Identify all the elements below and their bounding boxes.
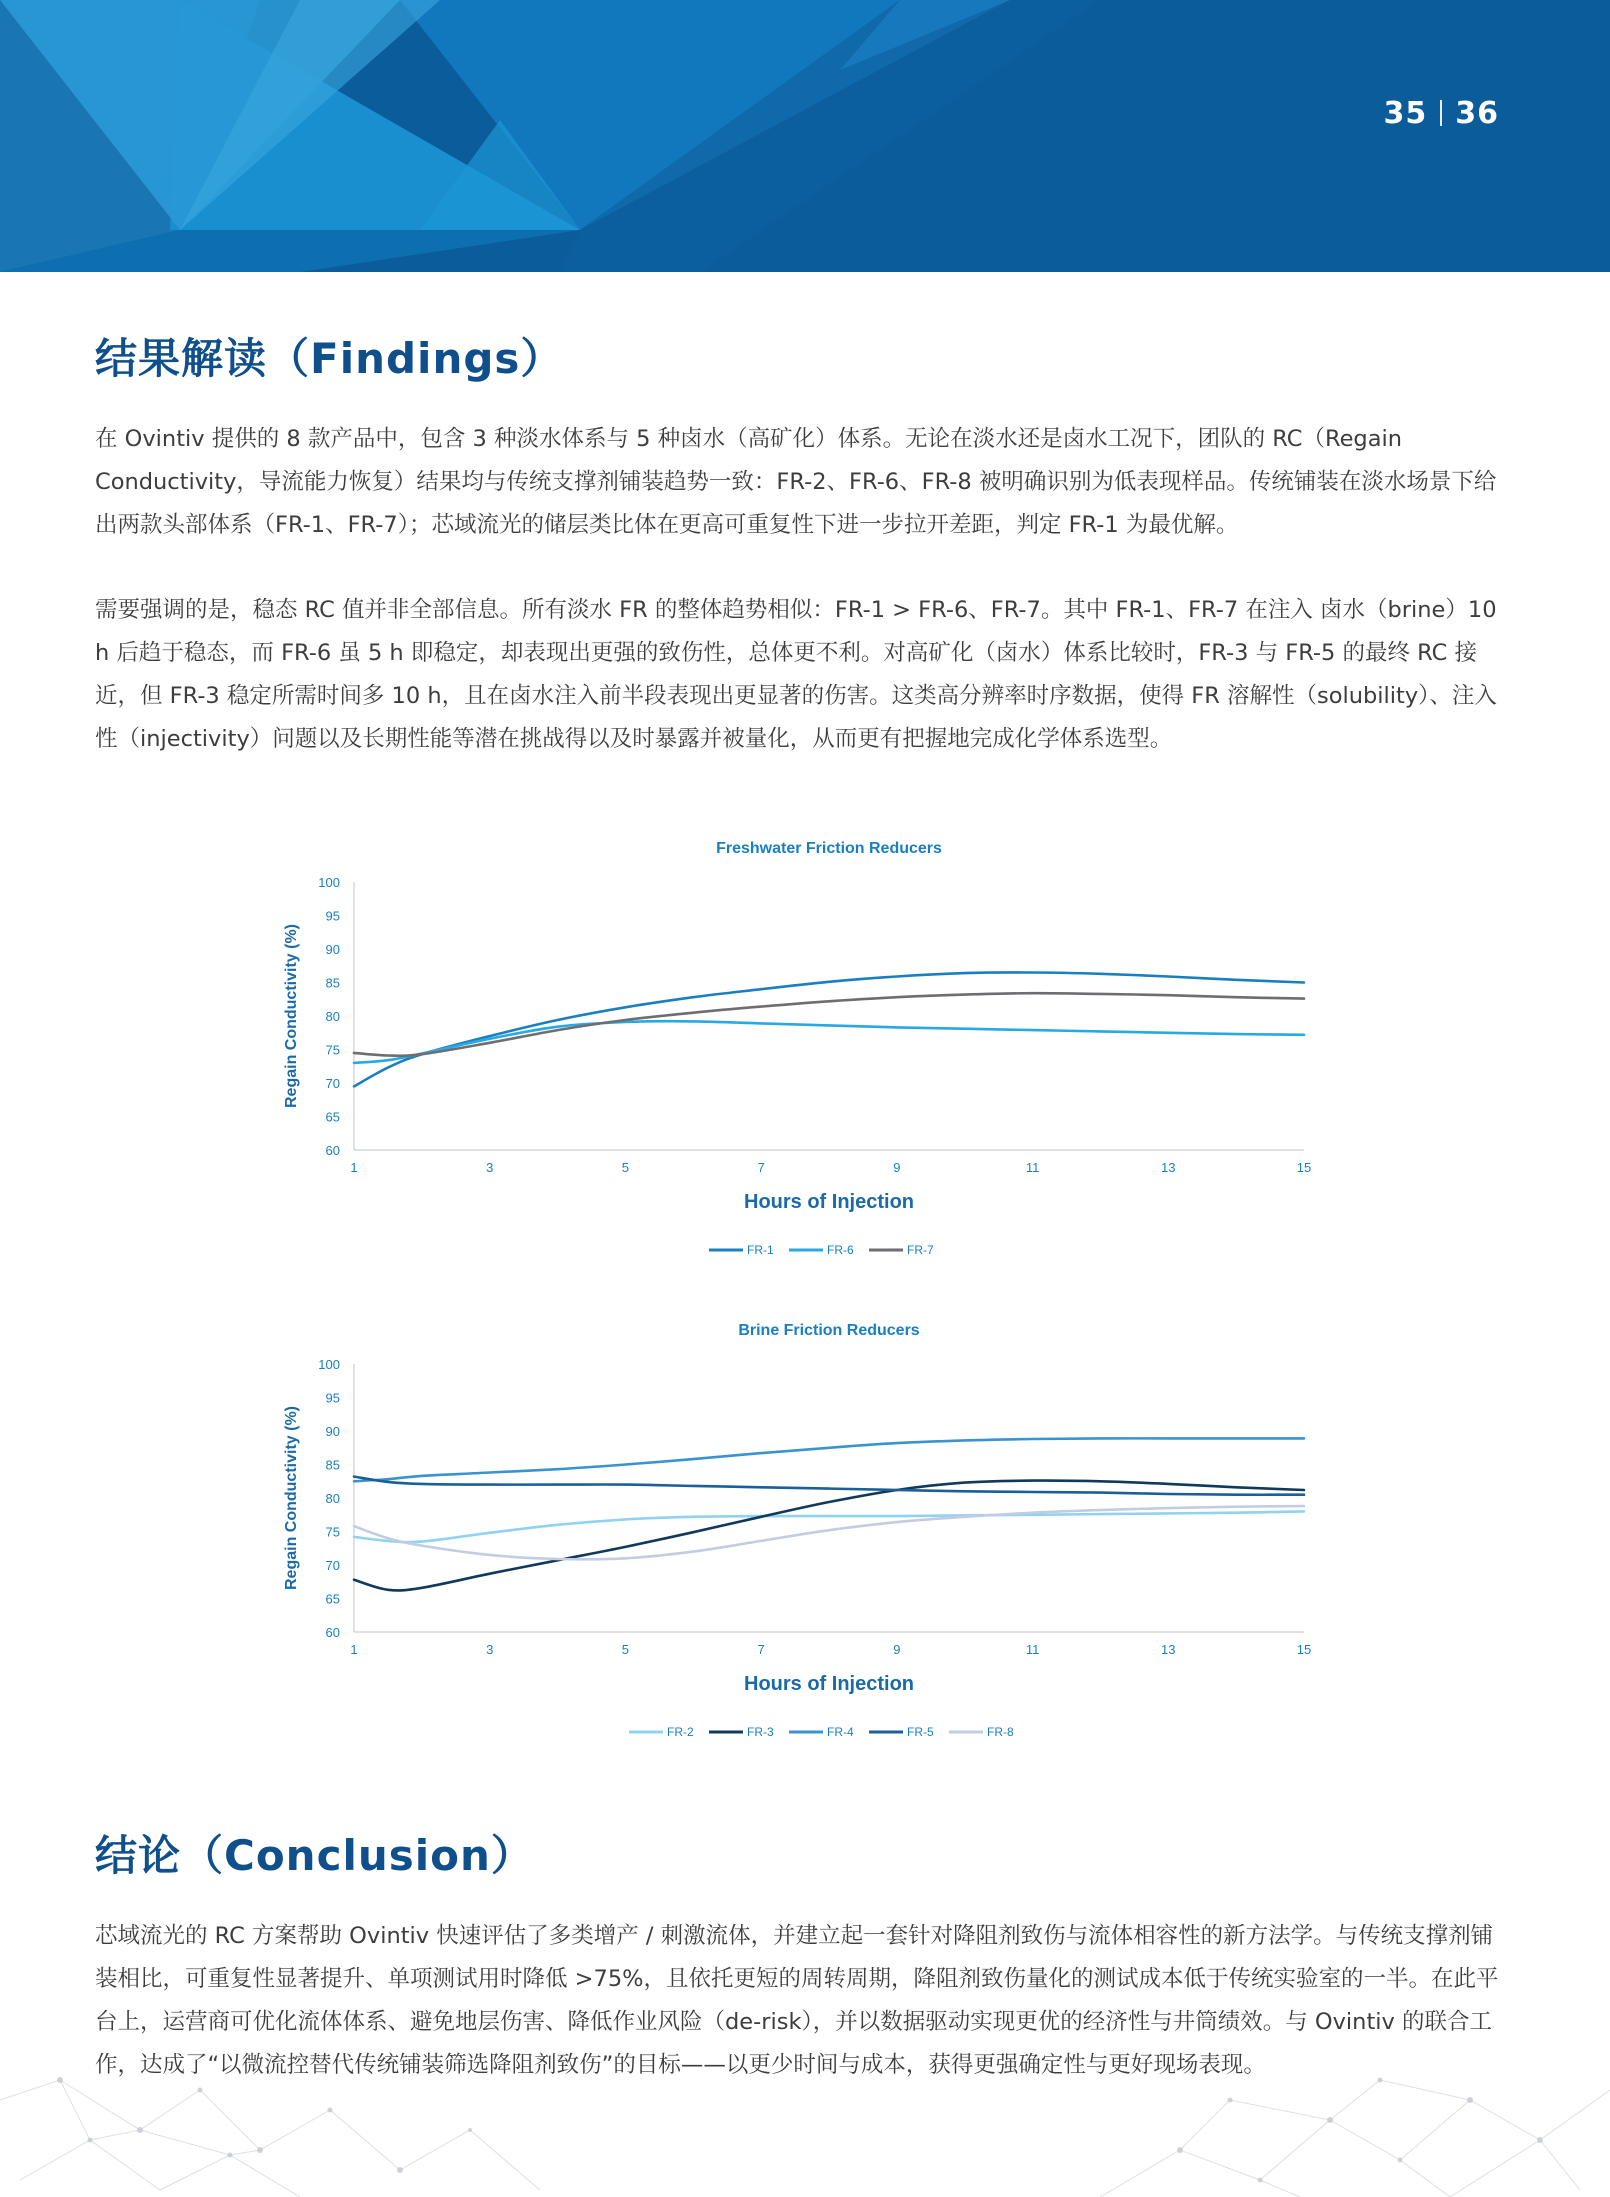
x-tick-label: 7 [757, 1642, 765, 1657]
y-tick-label: 80 [325, 1491, 340, 1506]
header-banner [0, 0, 1610, 272]
legend-label-fr-4: FR-4 [827, 1725, 854, 1739]
x-tick-label: 11 [1025, 1642, 1040, 1657]
x-tick-label: 15 [1296, 1642, 1312, 1657]
findings-paragraph-1: 在 Ovintiv 提供的 8 款产品中，包含 3 种淡水体系与 5 种卤水（高矿化）体系。无论在淡水还是卤水工况下，团队的 RC（Regain Conductivity，导流能力恢复）结果均与传统支撑剂铺装趋势一致：FR-2、FR-6、FR-8 被明确识别为低表现样品。传统铺装在淡水场景下给出两款头部体系（FR-1、FR-7）；芯域流光的储层类比体在更高可重复性下进一步拉开差距，判定 FR-1 为最优解。 [95, 426, 1497, 538]
y-tick-label: 70 [325, 1076, 340, 1091]
y-tick-label: 100 [318, 1357, 340, 1372]
total-pages: 36 [1455, 96, 1499, 131]
y-tick-label: 85 [325, 1457, 340, 1473]
y-axis-label: Regain Conductivity (%) [283, 923, 300, 1109]
x-tick-label: 7 [757, 1160, 765, 1175]
findings-paragraph-2: 需要强调的是，稳态 RC 值并非全部信息。所有淡水 FR 的整体趋势相似：FR-1 > FR-6、FR-7。其中 FR-1、FR-7 在注入 卤水（brine）10 h 后趋于稳态，而 FR-6 虽 5 h 即稳定，却表现出更强的致伤性，总体更不利。对高矿化（卤水）体系比较时，FR-3 与 FR-5 的最终 RC 接近，但 FR-3 稳定所需时间多 10 h，且在卤水注入前半段表现出更显著的伤害。这类高分辨率时序数据，使得 FR 溶解性（solubility）、注入性（injectivity）问题以及长期性能等潜在挑战得以及时暴露并被量化，从而更有把握地完成化学体系选型。 [95, 597, 1497, 752]
findings-title: 结果解读（Findings） [95, 334, 564, 383]
y-axis-label: Regain Conductivity (%) [283, 1405, 300, 1591]
y-tick-label: 90 [325, 942, 340, 957]
footer-network-decoration [0, 2060, 1610, 2197]
series-line-fr-4 [354, 1438, 1304, 1481]
y-tick-label: 65 [325, 1591, 340, 1607]
legend-label-fr-1: FR-1 [747, 1243, 774, 1257]
chart-title: Brine Friction Reducers [738, 1322, 920, 1339]
brine-chart [270, 1310, 1340, 1750]
x-tick-label: 1 [350, 1642, 358, 1657]
brine-chart-svg [270, 1310, 1340, 1750]
y-tick-label: 75 [325, 1042, 340, 1058]
x-tick-label: 3 [486, 1160, 494, 1175]
y-tick-label: 95 [325, 1390, 340, 1406]
legend-label-fr-7: FR-7 [907, 1243, 934, 1257]
x-tick-label: 15 [1296, 1160, 1312, 1175]
x-tick-label: 13 [1161, 1160, 1176, 1175]
current-page: 35 [1383, 96, 1428, 131]
y-tick-label: 100 [318, 875, 340, 890]
y-tick-label: 80 [325, 1009, 340, 1024]
y-tick-label: 70 [325, 1558, 340, 1573]
y-tick-label: 60 [325, 1143, 340, 1158]
legend-label-fr-2: FR-2 [667, 1725, 694, 1739]
header-decoration [0, 0, 1610, 272]
freshwater-chart-svg [270, 828, 1340, 1268]
x-tick-label: 5 [621, 1160, 630, 1175]
y-tick-label: 65 [325, 1109, 340, 1125]
x-tick-label: 9 [893, 1160, 901, 1175]
page-number [1384, 96, 1500, 131]
page-separator [1440, 100, 1442, 126]
y-tick-label: 60 [325, 1625, 340, 1640]
series-line-fr-5 [354, 1477, 1304, 1495]
x-tick-label: 9 [893, 1642, 901, 1657]
y-tick-label: 95 [325, 908, 340, 924]
legend-label-fr-8: FR-8 [987, 1725, 1014, 1739]
legend-label-fr-5: FR-5 [907, 1725, 934, 1739]
x-axis-label: Hours of Injection [744, 1191, 914, 1213]
series-line-fr-1 [354, 972, 1304, 1086]
conclusion-title: 结论（Conclusion） [95, 1831, 534, 1880]
y-tick-label: 85 [325, 975, 340, 991]
y-tick-label: 75 [325, 1524, 340, 1540]
y-tick-label: 90 [325, 1424, 340, 1439]
legend-label-fr-6: FR-6 [827, 1243, 854, 1257]
legend-label-fr-3: FR-3 [747, 1725, 774, 1739]
series-line-fr-2 [354, 1511, 1304, 1542]
x-tick-label: 3 [486, 1642, 494, 1657]
freshwater-chart [270, 828, 1340, 1268]
conclusion-paragraph: 芯域流光的 RC 方案帮助 Ovintiv 快速评估了多类增产 / 刺激流体，并建立起一套针对降阻剂致伤与流体相容性的新方法学。与传统支撑剂铺装相比，可重复性显著提升、单项测试用时降低 >75%，且依托更短的周转周期，降阻剂致伤量化的测试成本低于传统实验室的一半。在此平台上，运营商可优化流体体系、避免地层伤害、降低作业风险（de-risk），并以数据驱动实现更优的经济性与井筒绩效。与 Ovintiv 的联合工作，达成了“以微流控替代传统铺装筛选降阻剂致伤”的目标——以更少时间与成本，获得更强确定性与更好现场表现。 [95, 1923, 1499, 2078]
series-line-fr-3 [354, 1481, 1304, 1591]
x-tick-label: 5 [621, 1642, 630, 1657]
x-axis-label: Hours of Injection [744, 1673, 914, 1695]
x-tick-label: 13 [1161, 1642, 1176, 1657]
x-tick-label: 11 [1025, 1160, 1040, 1175]
chart-title: Freshwater Friction Reducers [716, 840, 942, 857]
x-tick-label: 1 [350, 1160, 358, 1175]
